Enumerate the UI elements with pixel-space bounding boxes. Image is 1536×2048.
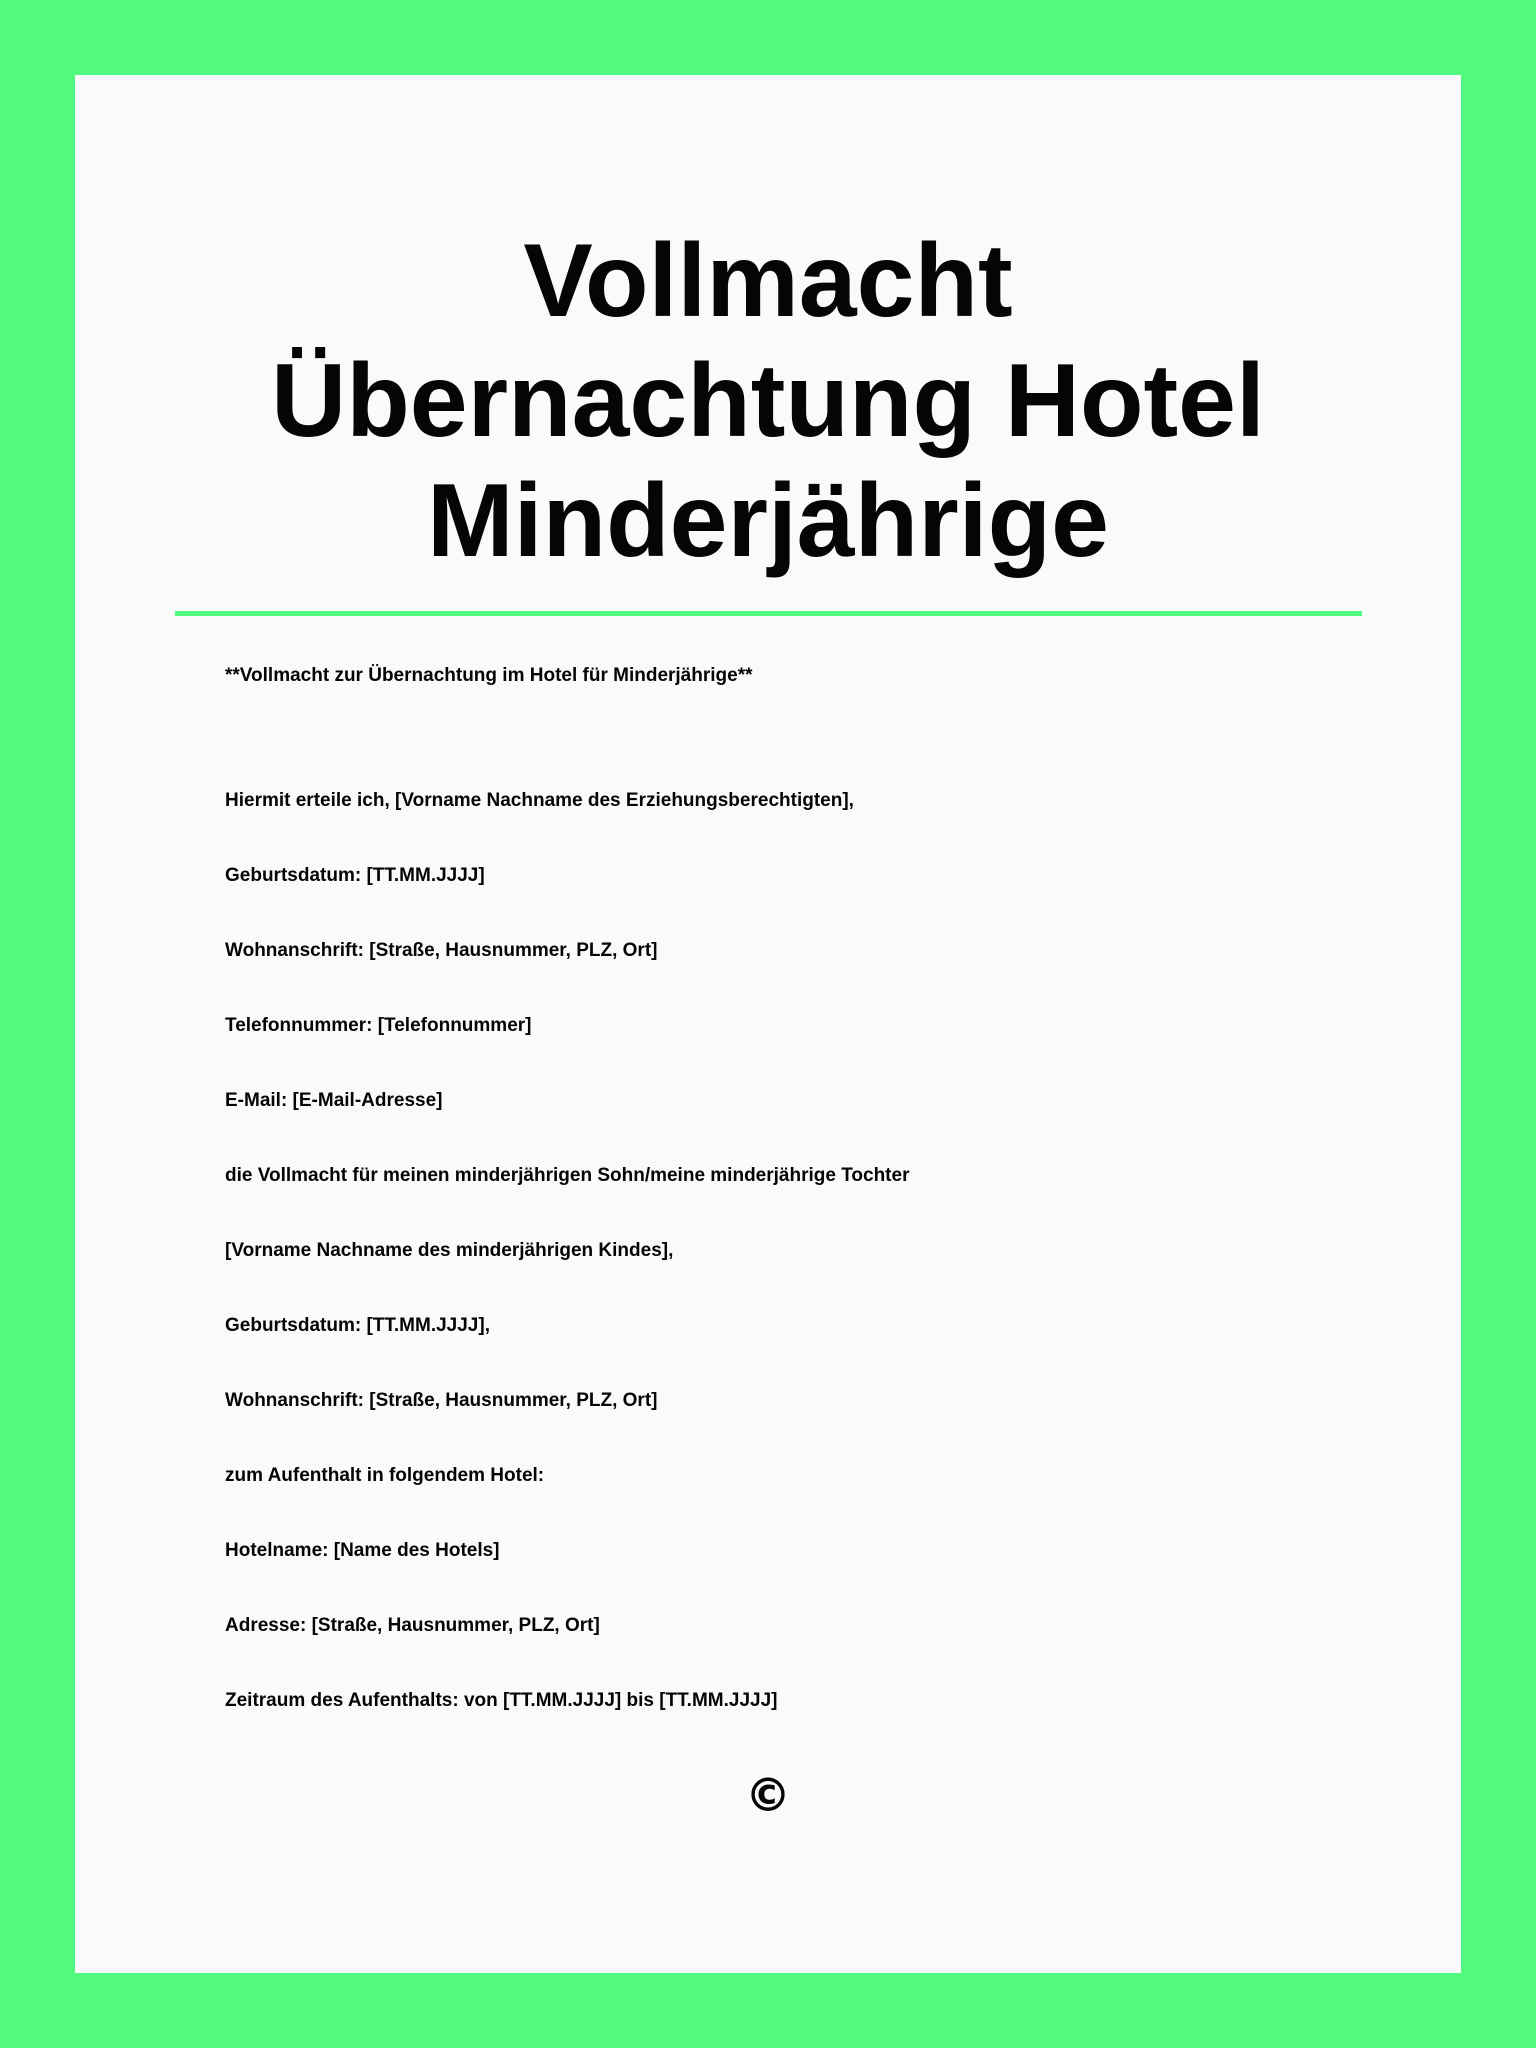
body-line: Wohnanschrift: [Straße, Hausnummer, PLZ, Ort] [225, 1390, 658, 1411]
body-line: Geburtsdatum: [TT.MM.JJJJ] [225, 865, 485, 886]
body-line: Wohnanschrift: [Straße, Hausnummer, PLZ, Ort] [225, 940, 658, 961]
body-line: die Vollmacht für meinen minderjährigen Sohn/meine minderjährige Tochter [225, 1165, 910, 1186]
title-line-1: Vollmacht [523, 223, 1013, 339]
title-divider [175, 611, 1362, 616]
document-page [75, 75, 1461, 1973]
body-line: Telefonnummer: [Telefonnummer] [225, 1015, 532, 1036]
body-line: zum Aufenthalt in folgendem Hotel: [225, 1465, 545, 1486]
body-line: Hotelname: [Name des Hotels] [225, 1540, 500, 1561]
title-line-2: Übernachtung Hotel [271, 343, 1265, 459]
copyright-icon: © [745, 1768, 791, 1822]
document-heading: **Vollmacht zur Übernachtung im Hotel für Minderjährige** [225, 665, 753, 686]
body-line: Hiermit erteile ich, [Vorname Nachname des Erziehungsberechtigten], [225, 790, 854, 811]
body-line: Adresse: [Straße, Hausnummer, PLZ, Ort] [225, 1615, 600, 1636]
body-line: Zeitraum des Aufenthalts: von [TT.MM.JJJJ] bis [TT.MM.JJJJ] [225, 1690, 778, 1711]
body-line: Geburtsdatum: [TT.MM.JJJJ], [225, 1315, 490, 1336]
title-line-3: Minderjährige [427, 463, 1109, 579]
body-line: [Vorname Nachname des minderjährigen Kindes], [225, 1240, 674, 1261]
document-title [75, 221, 1461, 581]
body-line: E-Mail: [E-Mail-Adresse] [225, 1090, 443, 1111]
